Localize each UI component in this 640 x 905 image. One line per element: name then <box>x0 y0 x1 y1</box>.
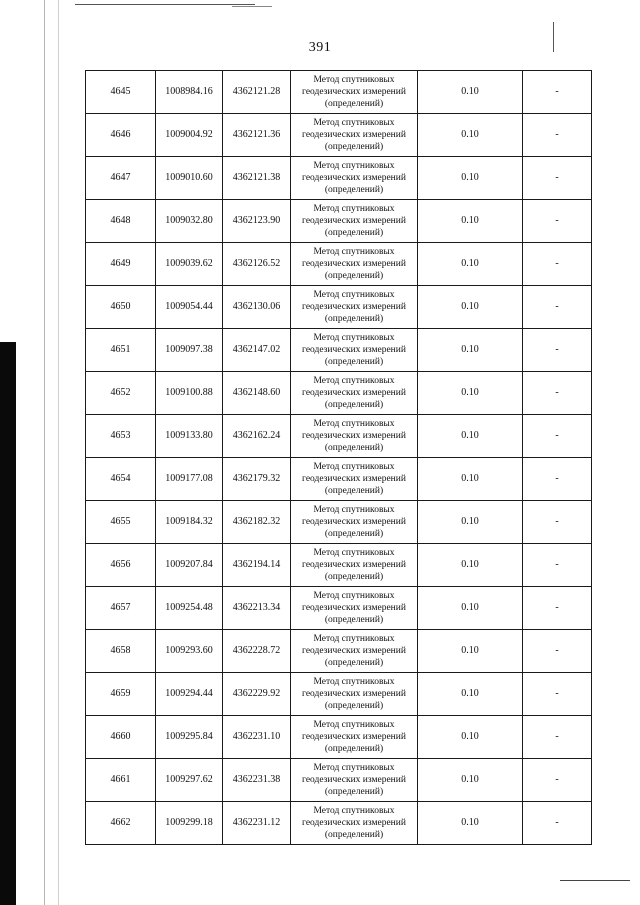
accuracy-cell: 0.10 <box>418 157 523 200</box>
method-text-line: (определений) <box>324 529 384 539</box>
accuracy-cell: 0.10 <box>418 200 523 243</box>
point-number-cell: 4649 <box>86 243 156 286</box>
accuracy-cell: 0.10 <box>418 673 523 716</box>
method-text-line: Метод спутниковых <box>313 720 395 730</box>
accuracy-cell: 0.10 <box>418 243 523 286</box>
accuracy-cell: 0.10 <box>418 458 523 501</box>
page-number: 391 <box>308 40 332 55</box>
note-cell: - <box>523 802 592 845</box>
method-text-line: геодезических измерений <box>302 216 406 226</box>
method-text-line: геодезических измерений <box>302 646 406 656</box>
point-number-cell: 4660 <box>86 716 156 759</box>
note-cell: - <box>523 458 592 501</box>
method-cell <box>291 200 418 243</box>
note-cell: - <box>523 286 592 329</box>
y-coordinate-cell: 4362194.14 <box>223 544 291 587</box>
y-coordinate-cell: 4362121.28 <box>223 71 291 114</box>
method-cell <box>291 114 418 157</box>
note-cell: - <box>523 630 592 673</box>
method-cell <box>291 544 418 587</box>
x-coordinate-cell: 1009254.48 <box>156 587 223 630</box>
method-text-line: Метод спутниковых <box>313 118 395 128</box>
method-text-line: Метод спутниковых <box>313 548 395 558</box>
method-text-line: геодезических измерений <box>302 517 406 527</box>
method-text-line: геодезических измерений <box>302 259 406 269</box>
x-coordinate-cell: 1009054.44 <box>156 286 223 329</box>
method-text-line: геодезических измерений <box>302 603 406 613</box>
method-text-line: (определений) <box>324 357 384 367</box>
x-coordinate-cell: 1009100.88 <box>156 372 223 415</box>
method-text-line: геодезических измерений <box>302 87 406 97</box>
method-text-line: (определений) <box>324 228 384 238</box>
method-cell <box>291 759 418 802</box>
y-coordinate-cell: 4362213.34 <box>223 587 291 630</box>
point-number-cell: 4658 <box>86 630 156 673</box>
method-cell <box>291 716 418 759</box>
x-coordinate-cell: 1009297.62 <box>156 759 223 802</box>
note-cell: - <box>523 157 592 200</box>
accuracy-cell: 0.10 <box>418 544 523 587</box>
method-text-line: (определений) <box>324 658 384 668</box>
note-cell: - <box>523 200 592 243</box>
method-text-line: геодезических измерений <box>302 689 406 699</box>
method-cell <box>291 286 418 329</box>
y-coordinate-cell: 4362130.06 <box>223 286 291 329</box>
scan-artifact-left-hairline-2 <box>58 0 59 905</box>
x-coordinate-cell: 1008984.16 <box>156 71 223 114</box>
note-cell: - <box>523 759 592 802</box>
scan-artifact-left-bar <box>0 342 16 905</box>
method-cell <box>291 802 418 845</box>
table-row <box>86 673 592 716</box>
point-number-cell: 4648 <box>86 200 156 243</box>
coordinates-table-body <box>86 71 592 845</box>
method-text-line: Метод спутниковых <box>313 290 395 300</box>
note-cell: - <box>523 716 592 759</box>
y-coordinate-cell: 4362231.38 <box>223 759 291 802</box>
table-row <box>86 243 592 286</box>
point-number-cell: 4662 <box>86 802 156 845</box>
y-coordinate-cell: 4362182.32 <box>223 501 291 544</box>
method-text-line: (определений) <box>324 314 384 324</box>
accuracy-cell: 0.10 <box>418 286 523 329</box>
method-text-line: (определений) <box>324 99 384 109</box>
point-number-cell: 4661 <box>86 759 156 802</box>
note-cell: - <box>523 544 592 587</box>
y-coordinate-cell: 4362126.52 <box>223 243 291 286</box>
note-cell: - <box>523 501 592 544</box>
method-text-line: Метод спутниковых <box>313 806 395 816</box>
point-number-cell: 4652 <box>86 372 156 415</box>
x-coordinate-cell: 1009295.84 <box>156 716 223 759</box>
table-row <box>86 544 592 587</box>
x-coordinate-cell: 1009010.60 <box>156 157 223 200</box>
method-cell <box>291 243 418 286</box>
method-text-line: Метод спутниковых <box>313 204 395 214</box>
method-cell <box>291 372 418 415</box>
method-text-line: Метод спутниковых <box>313 677 395 687</box>
accuracy-cell: 0.10 <box>418 630 523 673</box>
x-coordinate-cell: 1009293.60 <box>156 630 223 673</box>
method-text-line: геодезических измерений <box>302 345 406 355</box>
method-text-line: геодезических измерений <box>302 775 406 785</box>
method-text-line: (определений) <box>324 142 384 152</box>
method-text-line: Метод спутниковых <box>313 505 395 515</box>
accuracy-cell: 0.10 <box>418 587 523 630</box>
table-row <box>86 157 592 200</box>
method-text-line: Метод спутниковых <box>313 763 395 773</box>
method-text-line: Метод спутниковых <box>313 634 395 644</box>
note-cell: - <box>523 243 592 286</box>
scan-artifact-left-hairline <box>44 0 45 905</box>
table-row <box>86 71 592 114</box>
x-coordinate-cell: 1009133.80 <box>156 415 223 458</box>
x-coordinate-cell: 1009207.84 <box>156 544 223 587</box>
point-number-cell: 4659 <box>86 673 156 716</box>
table-row <box>86 458 592 501</box>
y-coordinate-cell: 4362148.60 <box>223 372 291 415</box>
x-coordinate-cell: 1009097.38 <box>156 329 223 372</box>
y-coordinate-cell: 4362229.92 <box>223 673 291 716</box>
method-text-line: геодезических измерений <box>302 560 406 570</box>
table-row <box>86 114 592 157</box>
method-text-line: геодезических измерений <box>302 173 406 183</box>
method-text-line: (определений) <box>324 615 384 625</box>
note-cell: - <box>523 587 592 630</box>
x-coordinate-cell: 1009294.44 <box>156 673 223 716</box>
y-coordinate-cell: 4362162.24 <box>223 415 291 458</box>
method-text-line: Метод спутниковых <box>313 247 395 257</box>
x-coordinate-cell: 1009177.08 <box>156 458 223 501</box>
x-coordinate-cell: 1009039.62 <box>156 243 223 286</box>
point-number-cell: 4645 <box>86 71 156 114</box>
method-cell <box>291 157 418 200</box>
note-cell: - <box>523 372 592 415</box>
note-cell: - <box>523 71 592 114</box>
method-text-line: (определений) <box>324 744 384 754</box>
method-text-line: Метод спутниковых <box>313 462 395 472</box>
method-text-line: геодезических измерений <box>302 818 406 828</box>
method-text-line: Метод спутниковых <box>313 419 395 429</box>
note-cell: - <box>523 114 592 157</box>
method-cell <box>291 329 418 372</box>
accuracy-cell: 0.10 <box>418 802 523 845</box>
accuracy-cell: 0.10 <box>418 71 523 114</box>
method-text-line: (определений) <box>324 400 384 410</box>
method-text-line: (определений) <box>324 486 384 496</box>
point-number-cell: 4657 <box>86 587 156 630</box>
accuracy-cell: 0.10 <box>418 329 523 372</box>
point-number-cell: 4646 <box>86 114 156 157</box>
point-number-cell: 4653 <box>86 415 156 458</box>
point-number-cell: 4651 <box>86 329 156 372</box>
accuracy-cell: 0.10 <box>418 501 523 544</box>
accuracy-cell: 0.10 <box>418 716 523 759</box>
method-text-line: Метод спутниковых <box>313 376 395 386</box>
table-row <box>86 802 592 845</box>
y-coordinate-cell: 4362123.90 <box>223 200 291 243</box>
method-cell <box>291 501 418 544</box>
method-text-line: (определений) <box>324 443 384 453</box>
y-coordinate-cell: 4362179.32 <box>223 458 291 501</box>
accuracy-cell: 0.10 <box>418 114 523 157</box>
table-row <box>86 716 592 759</box>
accuracy-cell: 0.10 <box>418 759 523 802</box>
y-coordinate-cell: 4362231.12 <box>223 802 291 845</box>
method-text-line: (определений) <box>324 701 384 711</box>
table-row <box>86 759 592 802</box>
method-text-line: (определений) <box>324 185 384 195</box>
method-text-line: Метод спутниковых <box>313 75 395 85</box>
accuracy-cell: 0.10 <box>418 415 523 458</box>
table-row <box>86 415 592 458</box>
method-text-line: геодезических измерений <box>302 431 406 441</box>
method-text-line: геодезических измерений <box>302 302 406 312</box>
method-cell <box>291 458 418 501</box>
scan-artifact-top-line <box>75 4 255 5</box>
method-cell <box>291 415 418 458</box>
y-coordinate-cell: 4362121.36 <box>223 114 291 157</box>
table-row <box>86 630 592 673</box>
coordinates-table <box>85 70 592 845</box>
table-row <box>86 286 592 329</box>
y-coordinate-cell: 4362231.10 <box>223 716 291 759</box>
method-text-line: геодезических измерений <box>302 388 406 398</box>
method-text-line: Метод спутниковых <box>313 333 395 343</box>
method-text-line: геодезических измерений <box>302 474 406 484</box>
point-number-cell: 4654 <box>86 458 156 501</box>
x-coordinate-cell: 1009184.32 <box>156 501 223 544</box>
point-number-cell: 4655 <box>86 501 156 544</box>
table-row <box>86 372 592 415</box>
table-row <box>86 329 592 372</box>
method-cell <box>291 630 418 673</box>
method-text-line: геодезических измерений <box>302 130 406 140</box>
x-coordinate-cell: 1009004.92 <box>156 114 223 157</box>
method-text-line: (определений) <box>324 572 384 582</box>
note-cell: - <box>523 673 592 716</box>
x-coordinate-cell: 1009032.80 <box>156 200 223 243</box>
table-row <box>86 200 592 243</box>
scan-artifact-bottom-line <box>560 880 630 881</box>
method-text-line: Метод спутниковых <box>313 591 395 601</box>
method-text-line: (определений) <box>324 830 384 840</box>
accuracy-cell: 0.10 <box>418 372 523 415</box>
note-cell: - <box>523 415 592 458</box>
scan-artifact-top-line-short <box>232 6 272 7</box>
method-text-line: (определений) <box>324 271 384 281</box>
y-coordinate-cell: 4362147.02 <box>223 329 291 372</box>
y-coordinate-cell: 4362121.38 <box>223 157 291 200</box>
method-text-line: Метод спутниковых <box>313 161 395 171</box>
x-coordinate-cell: 1009299.18 <box>156 802 223 845</box>
table-row <box>86 501 592 544</box>
method-text-line: (определений) <box>324 787 384 797</box>
method-text-line: геодезических измерений <box>302 732 406 742</box>
table-row <box>86 587 592 630</box>
point-number-cell: 4650 <box>86 286 156 329</box>
point-number-cell: 4656 <box>86 544 156 587</box>
method-cell <box>291 71 418 114</box>
method-cell <box>291 587 418 630</box>
y-coordinate-cell: 4362228.72 <box>223 630 291 673</box>
point-number-cell: 4647 <box>86 157 156 200</box>
note-cell: - <box>523 329 592 372</box>
method-cell <box>291 673 418 716</box>
